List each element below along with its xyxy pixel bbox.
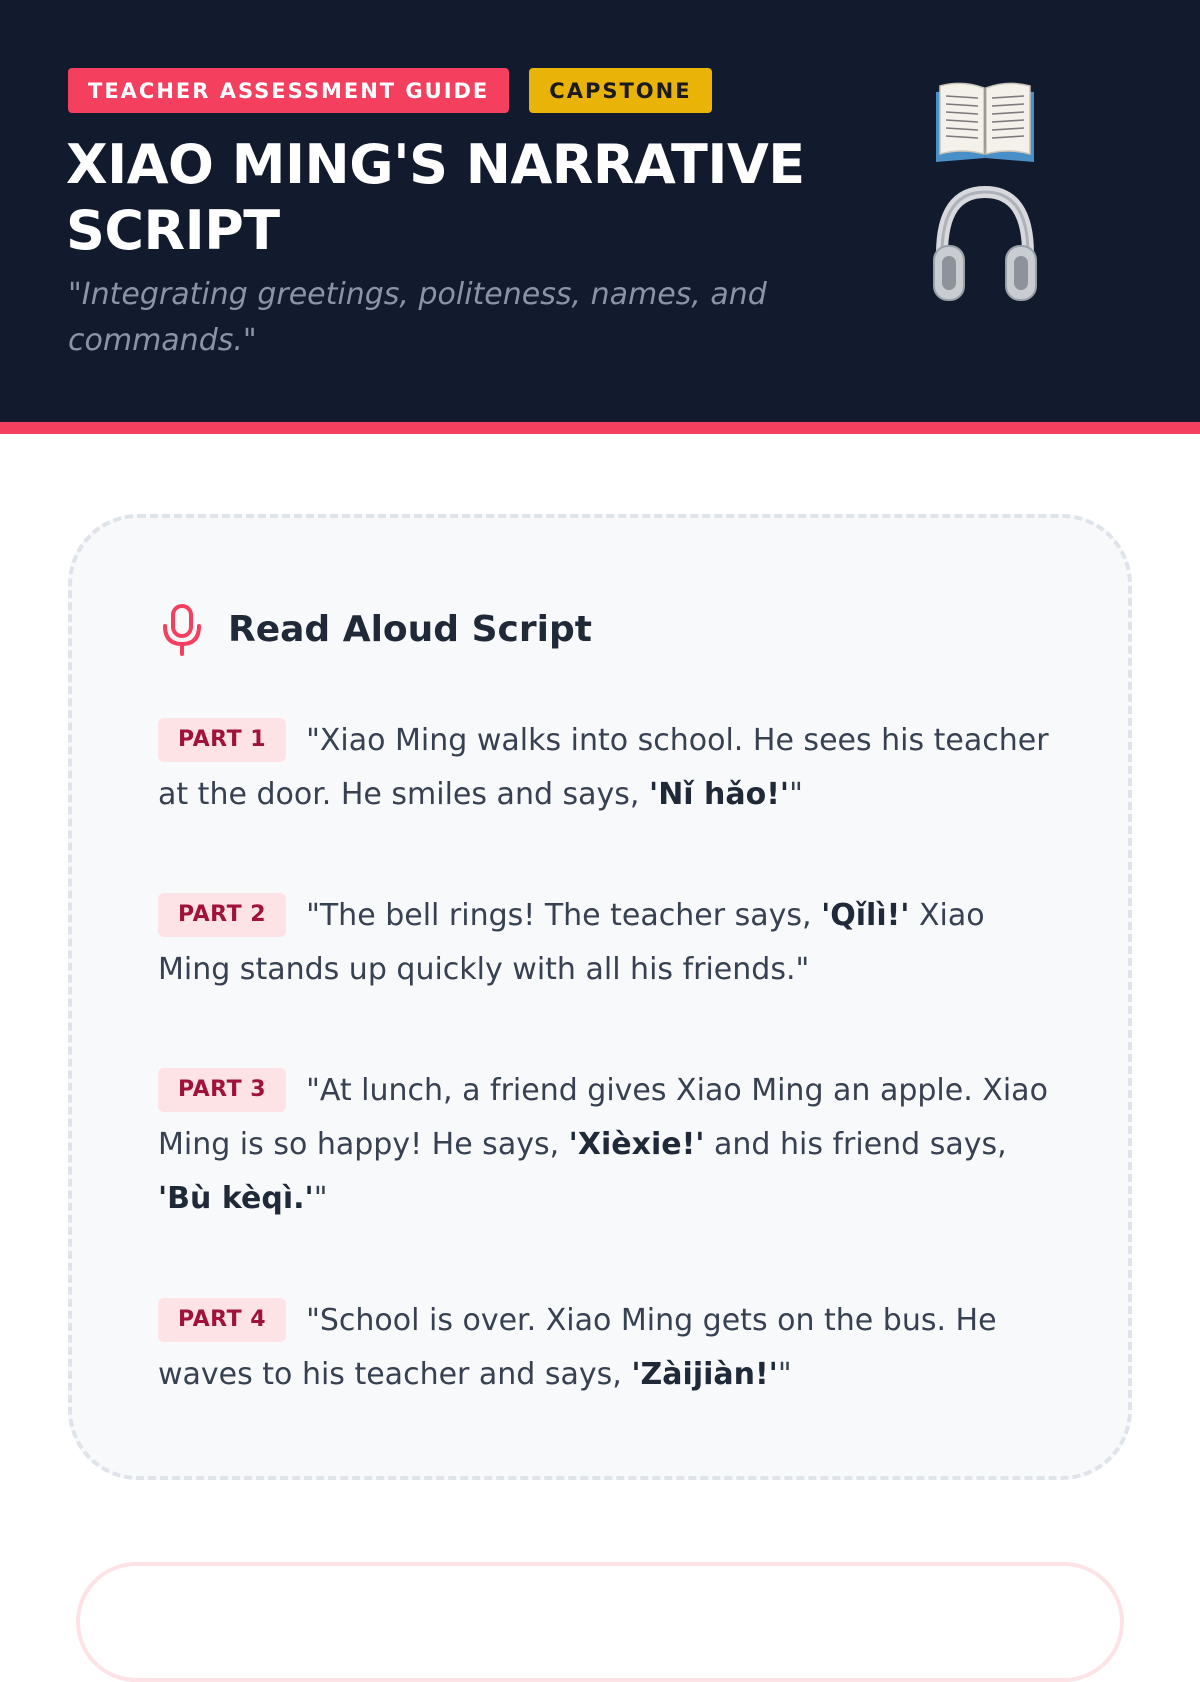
script-part-2 [158, 889, 1058, 997]
pinyin-term: 'Nǐ hǎo!' [649, 777, 790, 812]
part-tag: PART 3 [158, 1068, 286, 1112]
pinyin-term: 'Bù kèqì.' [158, 1181, 314, 1216]
part-text: Xiao Ming stands up quickly with all his friends." [158, 898, 985, 987]
part-text: "The bell rings! The teacher says, [306, 898, 822, 933]
headphones-icon [930, 184, 1040, 304]
pinyin-term: 'Xièxie!' [568, 1127, 705, 1162]
next-section-card [76, 1562, 1124, 1682]
part-text: " [313, 1181, 328, 1216]
read-aloud-card [68, 514, 1132, 1480]
part-text: and his friend says, [704, 1127, 1007, 1162]
part-text: "School is over. Xiao Ming gets on the bus. He waves to his teacher and says, [158, 1303, 997, 1392]
part-text: " [777, 1357, 792, 1392]
capstone-badge: CAPSTONE [529, 68, 711, 113]
read-aloud-title: Read Aloud Script [228, 608, 592, 650]
part-text: "At lunch, a friend gives Xiao Ming an apple. Xiao Ming is so happy! He says, [158, 1073, 1048, 1162]
part-tag: PART 1 [158, 718, 286, 762]
pinyin-term: 'Zàijiàn!' [631, 1357, 778, 1392]
part-tag: PART 2 [158, 893, 286, 937]
microphone-icon [160, 602, 204, 656]
open-book-icon [930, 78, 1040, 166]
script-part-1 [158, 714, 1058, 822]
read-aloud-header [160, 602, 592, 656]
part-text: "Xiao Ming walks into school. He sees his teacher at the door. He smiles and says, [158, 723, 1049, 812]
script-part-4 [158, 1294, 1058, 1402]
page-header [0, 0, 1200, 434]
part-text: " [789, 777, 803, 812]
part-tag: PART 4 [158, 1298, 286, 1342]
page-title: XIAO MING'S NARRATIVE SCRIPT [66, 133, 805, 262]
header-icons [930, 78, 1050, 304]
page-subtitle: "Integrating greetings, politeness, names, and commands." [68, 277, 767, 358]
script-part-3 [158, 1064, 1058, 1226]
guide-badge: TEACHER ASSESSMENT GUIDE [68, 68, 509, 113]
pinyin-term: 'Qǐlì!' [821, 898, 910, 933]
badge-row [68, 68, 712, 113]
